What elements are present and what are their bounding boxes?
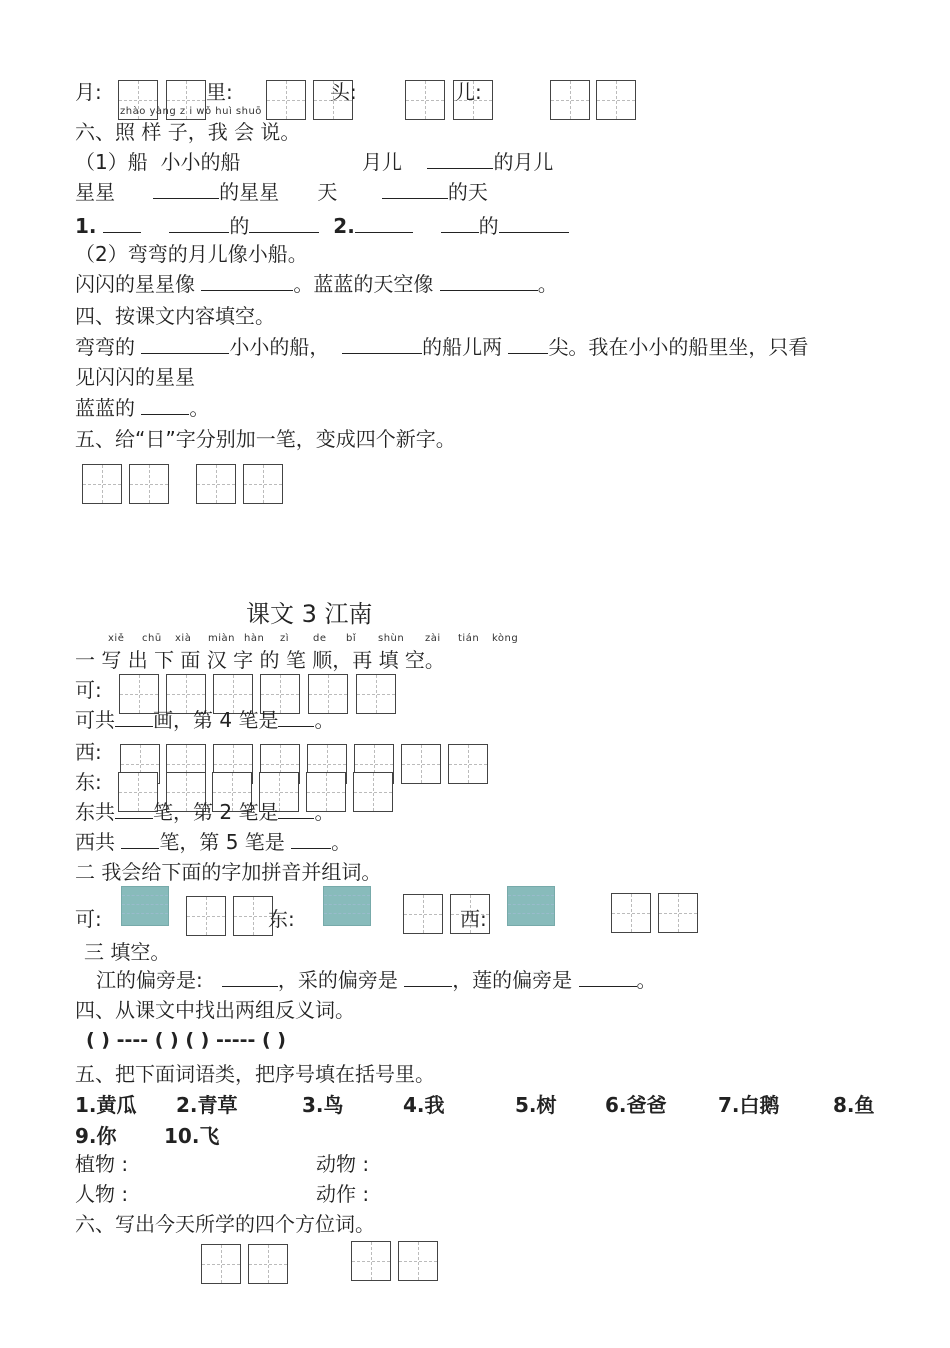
writing-box[interactable] [82, 464, 122, 504]
pinyin-writing-box[interactable] [323, 886, 371, 926]
question-four-heading: 四、从课文中找出两组反义词。 [75, 998, 355, 1022]
example-line-1: （1）船 小小的船 [75, 150, 241, 174]
dong-stroke-fill: 东共 笔，第 2 笔是 。 [75, 800, 335, 824]
writing-box[interactable] [611, 893, 651, 933]
writing-box[interactable] [405, 80, 445, 120]
writing-box[interactable] [356, 674, 396, 714]
category-person: 人物 : [75, 1182, 129, 1206]
writing-box[interactable] [401, 744, 441, 784]
question-five-heading: 五、把下面词语类，把序号填在括号里。 [75, 1062, 435, 1086]
writing-box[interactable] [398, 1241, 438, 1281]
word-item: 1.黄瓜 [75, 1093, 137, 1117]
writing-box[interactable] [201, 1244, 241, 1284]
radical-fill-line: 江的偏旁是: ，采的偏旁是 ，莲的偏旁是 。 [96, 968, 657, 992]
writing-box[interactable] [550, 80, 590, 120]
writing-box[interactable] [186, 896, 226, 936]
writing-box[interactable] [248, 1244, 288, 1284]
sentence-fill: 闪闪的星星像 。蓝蓝的天空像 。 [75, 272, 558, 296]
pinyin-writing-box[interactable] [121, 886, 169, 926]
category-action: 动作 : [316, 1182, 370, 1206]
section-six-heading: 六、照 样 子，我 会 说。 [75, 120, 301, 144]
category-animal: 动物 : [316, 1152, 370, 1176]
writing-box[interactable] [266, 80, 306, 120]
writing-box[interactable] [403, 894, 443, 934]
question-one-heading: 一 写 出 下 面 汉 字 的 笔 顺，再 填 空。 [75, 648, 445, 672]
question-three-heading: 三 填空。 [84, 940, 171, 964]
writing-box[interactable] [448, 744, 488, 784]
section-four-heading: 四、按课文内容填空。 [75, 304, 275, 328]
word-item: 10.飞 [164, 1124, 220, 1148]
example-line-2: 星星 的星星 天 的天 [75, 180, 488, 204]
label-yue: 月: [75, 80, 102, 104]
writing-box[interactable] [353, 772, 393, 812]
q2-label-xi: 西: [460, 907, 487, 931]
ke-stroke-fill: 可共 画，第 4 笔是 。 [75, 708, 335, 732]
example-line-1-right: 月儿 的月儿 [362, 150, 554, 174]
label-ke: 可: [75, 678, 102, 702]
word-item: 3.鸟 [302, 1093, 344, 1117]
word-item: 5.树 [515, 1093, 557, 1117]
pinyin-row: xiě chū xià miàn hàn zì de bǐ shùn zài tián kòng [108, 633, 519, 644]
label-er: 儿: [455, 80, 482, 104]
label-xi: 西: [75, 740, 102, 764]
word-item: 6.爸爸 [605, 1093, 667, 1117]
text-fill-line-1: 弯弯的 小小的船， 的船儿两 尖。我在小小的船里坐，只看 [75, 335, 809, 359]
q2-label-dong: 东: [268, 907, 295, 931]
pinyin-line: zhào yàng z i wǒ huì shuō [120, 106, 262, 117]
xi-stroke-fill: 西共 笔，第 5 笔是 。 [75, 830, 352, 854]
fill-line-3: 1. 的 2. 的 [75, 214, 569, 238]
section-five-heading: 五、给“日”字分别加一笔，变成四个新字。 [75, 427, 456, 451]
sentence-example: （2）弯弯的月儿像小船。 [75, 242, 308, 266]
word-item: 7.白鹅 [718, 1093, 780, 1117]
writing-box[interactable] [351, 1241, 391, 1281]
question-six-heading: 六、写出今天所学的四个方位词。 [75, 1212, 375, 1236]
antonym-brackets: ( ) ---- ( ) ( ) ----- ( ) [86, 1029, 286, 1051]
writing-box[interactable] [596, 80, 636, 120]
word-item: 2.青草 [176, 1093, 238, 1117]
lesson-title: 课文 3 江南 [246, 600, 373, 628]
word-item: 9.你 [75, 1124, 117, 1148]
writing-box[interactable] [233, 896, 273, 936]
writing-box[interactable] [658, 893, 698, 933]
pinyin-writing-box[interactable] [507, 886, 555, 926]
question-two-heading: 二 我会给下面的字加拼音并组词。 [75, 860, 382, 884]
word-item: 8.鱼 [833, 1093, 875, 1117]
word-item: 4.我 [403, 1093, 445, 1117]
label-li: 里: [206, 80, 233, 104]
text-fill-line-2: 见闪闪的星星 [75, 365, 195, 389]
category-plant: 植物 : [75, 1152, 129, 1176]
writing-box[interactable] [243, 464, 283, 504]
text-fill-line-3: 蓝蓝的 。 [75, 396, 210, 420]
label-dong: 东: [75, 770, 102, 794]
q2-label-ke: 可: [75, 907, 102, 931]
writing-box[interactable] [196, 464, 236, 504]
writing-box[interactable] [129, 464, 169, 504]
label-tou: 头: [330, 80, 357, 104]
